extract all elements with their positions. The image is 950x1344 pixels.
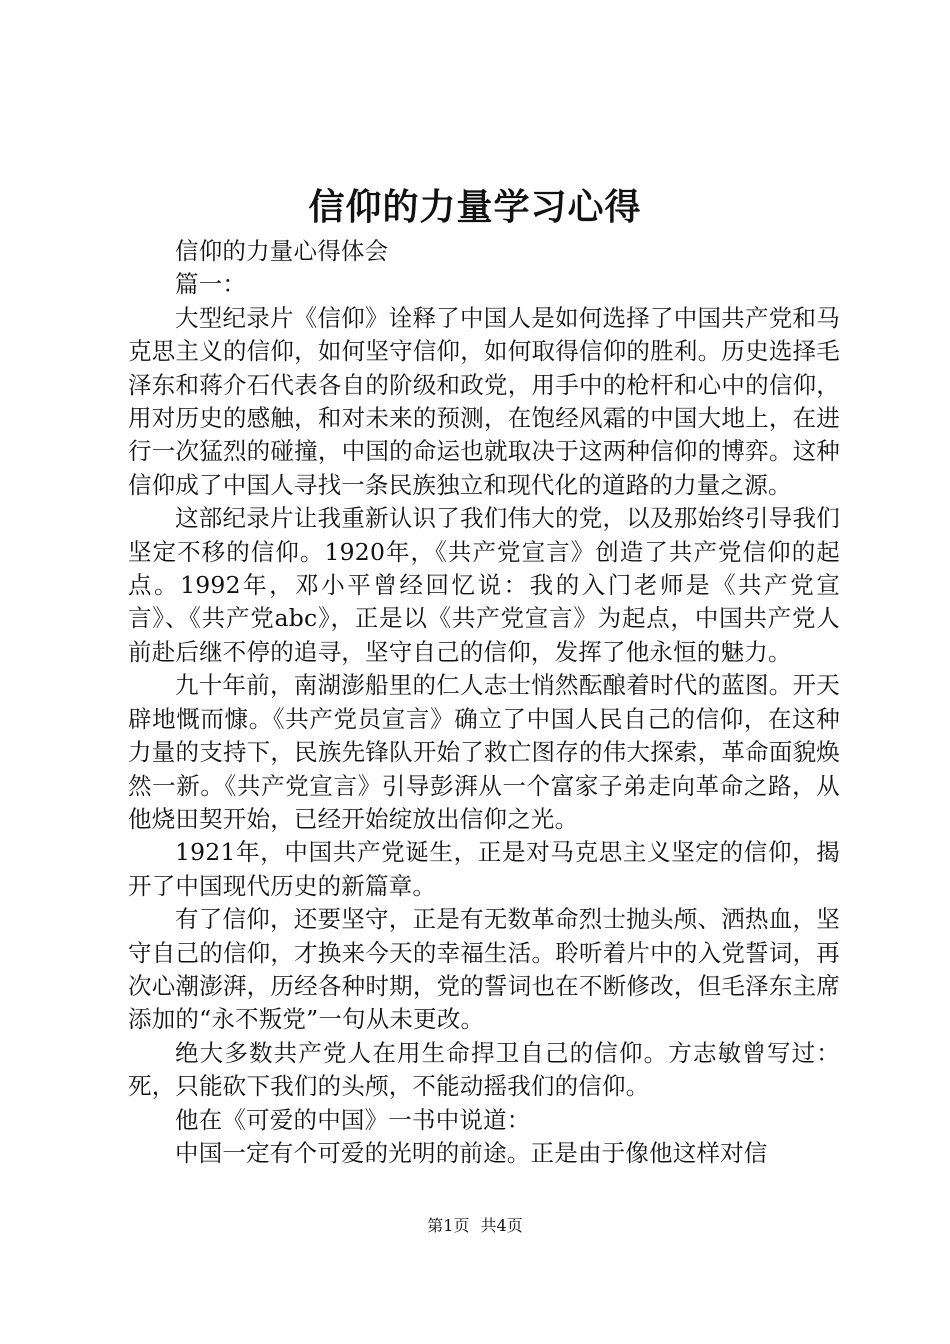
document-body [128,235,840,1170]
paragraph: 中国一定有个可爱的光明的前途。正是由于像他这样对信 [175,1138,768,1167]
paragraph-subtitle: 信仰的力量心得体会 [175,237,389,265]
page-footer [0,1214,950,1238]
paragraph: 绝大多数共产党人在用生命捍卫自己的信仰。方志敏曾写过：死，只能砍下我们的头颅，不能动摇我们的信仰。 [128,1038,840,1101]
paragraph: 九十年前，南湖澎船里的仁人志士悄然酝酿着时代的蓝图。开天辟地慨而慷。《共产党员宣言》确立了中国人民自己的信仰，在这种力量的支持下，民族先锋队开始了救亡图存的伟大探索，革命面貌焕然一新。《共产党宣言》引导彭湃从一个富家子弟走向革命之路，从他烧田契开始，已经开始绽放出信仰之光。 [128,671,840,833]
paragraph: 1921年，中国共产党诞生，正是对马克思主义坚定的信仰，揭开了中国现代历史的新篇章。 [128,838,840,900]
page-total: 共4页 [480,1216,523,1235]
paragraph-section-label: 篇一： [175,270,247,299]
paragraph: 这部纪录片让我重新认识了我们伟大的党，以及那始终引导我们坚定不移的信仰。1920年，《共产党宣言》创造了共产党信仰的起点。1992年，邓小平曾经回忆说：我的入门老师是《共产党宣言》、《共产党abc》，正是以《共产党宣言》为起点，中国共产党人前赴后继不停的追寻，坚守自己的信仰，发挥了他永恒的魅力。 [128,504,840,666]
document-title: 信仰的力量学习心得 [308,186,642,228]
paragraph: 有了信仰，还要坚守，正是有无数革命烈士抛头颅、洒热血，坚守自己的信仰，才换来今天的幸福生活。聆听着片中的入党誓词，再次心潮澎湃，历经各种时期，党的誓词也在不断修改，但毛泽东主席添加的“永不叛党”一句从未更改。 [128,905,840,1034]
paragraph: 大型纪录片《信仰》诠释了中国人是如何选择了中国共产党和马克思主义的信仰，如何坚守信仰，如何取得信仰的胜利。历史选择毛泽东和蒋介石代表各自的阶级和政党，用手中的枪杆和心中的信仰，用对历史的感触，和对未来的预测，在饱经风霜的中国大地上，在进行一次猛烈的碰撞，中国的命运也就取决于这两种信仰的博弈。这种信仰成了中国人寻找一条民族独立和现代化的道路的力量之源。 [128,303,840,499]
paragraph: 他在《可爱的中国》一书中说道： [175,1105,531,1134]
page-number: 第1页 [427,1216,470,1235]
